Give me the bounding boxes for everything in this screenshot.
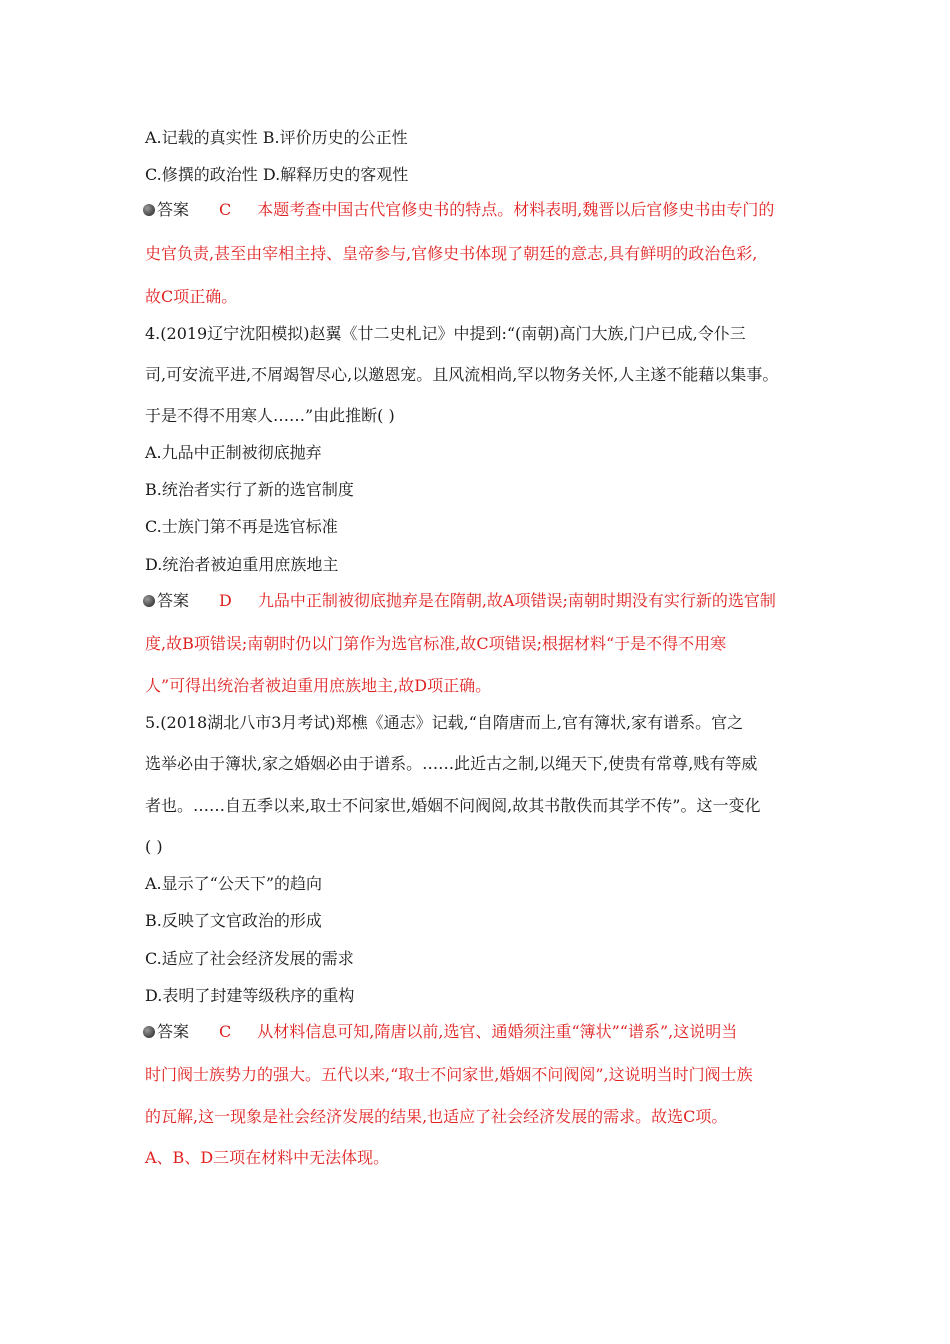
answer-label: 答案 [157, 200, 190, 219]
answer-explanation: 人”可得出统治者被迫重用庶族地主,故D项正确。 [145, 676, 492, 695]
answer-letter: C [219, 1022, 232, 1041]
answer-explanation: 从材料信息可知,隋唐以前,选官、通婚须注重“簿状”“谱系”,这说明当 [257, 1022, 738, 1041]
answer-explanation: 故C项正确。 [145, 287, 238, 306]
answer-explanation: 本题考查中国古代官修史书的特点。材料表明,魏晋以后官修史书由专门的 [257, 200, 775, 219]
q5-option-d: D.表明了封建等级秩序的重构 [145, 986, 355, 1005]
q4-stem: 司,可安流平进,不屑竭智尽心,以邀恩宠。且风流相尚,罕以物务关怀,人主遂不能藉以集事。 [145, 365, 779, 384]
q5-stem: 者也。……自五季以来,取士不问家世,婚姻不问阀阅,故其书散佚而其学不传”。这一变化 [145, 796, 761, 815]
q5-stem: ( ) [145, 837, 163, 856]
q4-option-d: D.统治者被迫重用庶族地主 [145, 555, 339, 574]
answer-explanation: 史官负责,甚至由宰相主持、皇帝参与,官修史书体现了朝廷的意志,具有鲜明的政治色彩, [145, 244, 758, 263]
q4-answer-line [145, 590, 825, 612]
q4-option-c: C.士族门第不再是选官标准 [145, 517, 338, 536]
q5-option-a: A.显示了“公天下”的趋向 [145, 874, 323, 893]
q4-stem: 4.(2019辽宁沈阳模拟)赵翼《廿二史札记》中提到:“(南朝)高门大族,门户已成,令仆三 [145, 324, 746, 343]
q5-option-c: C.适应了社会经济发展的需求 [145, 949, 354, 968]
answer-bullet-icon [143, 1026, 155, 1038]
q5-answer-line [145, 1021, 825, 1043]
answer-explanation: 的瓦解,这一现象是社会经济发展的结果,也适应了社会经济发展的需求。故选C项。 [145, 1107, 728, 1126]
answer-letter: D [219, 591, 232, 610]
q3-answer-line [145, 199, 825, 221]
answer-explanation: 九品中正制被彻底抛弃是在隋朝,故A项错误;南朝时期没有实行新的选官制 [257, 591, 776, 610]
answer-explanation: A、B、D三项在材料中无法体现。 [145, 1148, 390, 1167]
answer-letter: C [219, 200, 232, 219]
answer-bullet-icon [143, 595, 155, 607]
q5-stem: 选举必由于簿状,家之婚姻必由于谱系。……此近古之制,以绳天下,使贵有常尊,贱有等威 [145, 754, 758, 773]
q4-option-b: B.统治者实行了新的选官制度 [145, 480, 354, 499]
q3-option-line-ab: A.记载的真实性 B.评价历史的公正性 [145, 128, 408, 147]
answer-explanation: 度,故B项错误;南朝时仍以门第作为选官标准,故C项错误;根据材料“于是不得不用寒 [145, 634, 727, 653]
answer-explanation: 时门阀士族势力的强大。五代以来,“取士不问家世,婚姻不问阀阅”,这说明当时门阀士族 [145, 1065, 753, 1084]
q5-option-b: B.反映了文官政治的形成 [145, 911, 322, 930]
answer-bullet-icon [143, 204, 155, 216]
q3-option-line-cd: C.修撰的政治性 D.解释历史的客观性 [145, 165, 409, 184]
q4-option-a: A.九品中正制被彻底抛弃 [145, 443, 322, 462]
answer-label: 答案 [157, 591, 190, 610]
answer-label: 答案 [157, 1022, 190, 1041]
q4-stem: 于是不得不用寒人……”由此推断( ) [145, 406, 395, 425]
q5-stem: 5.(2018湖北八市3月考试)郑樵《通志》记载,“自隋唐而上,官有簿状,家有谱系。官之 [145, 713, 744, 732]
